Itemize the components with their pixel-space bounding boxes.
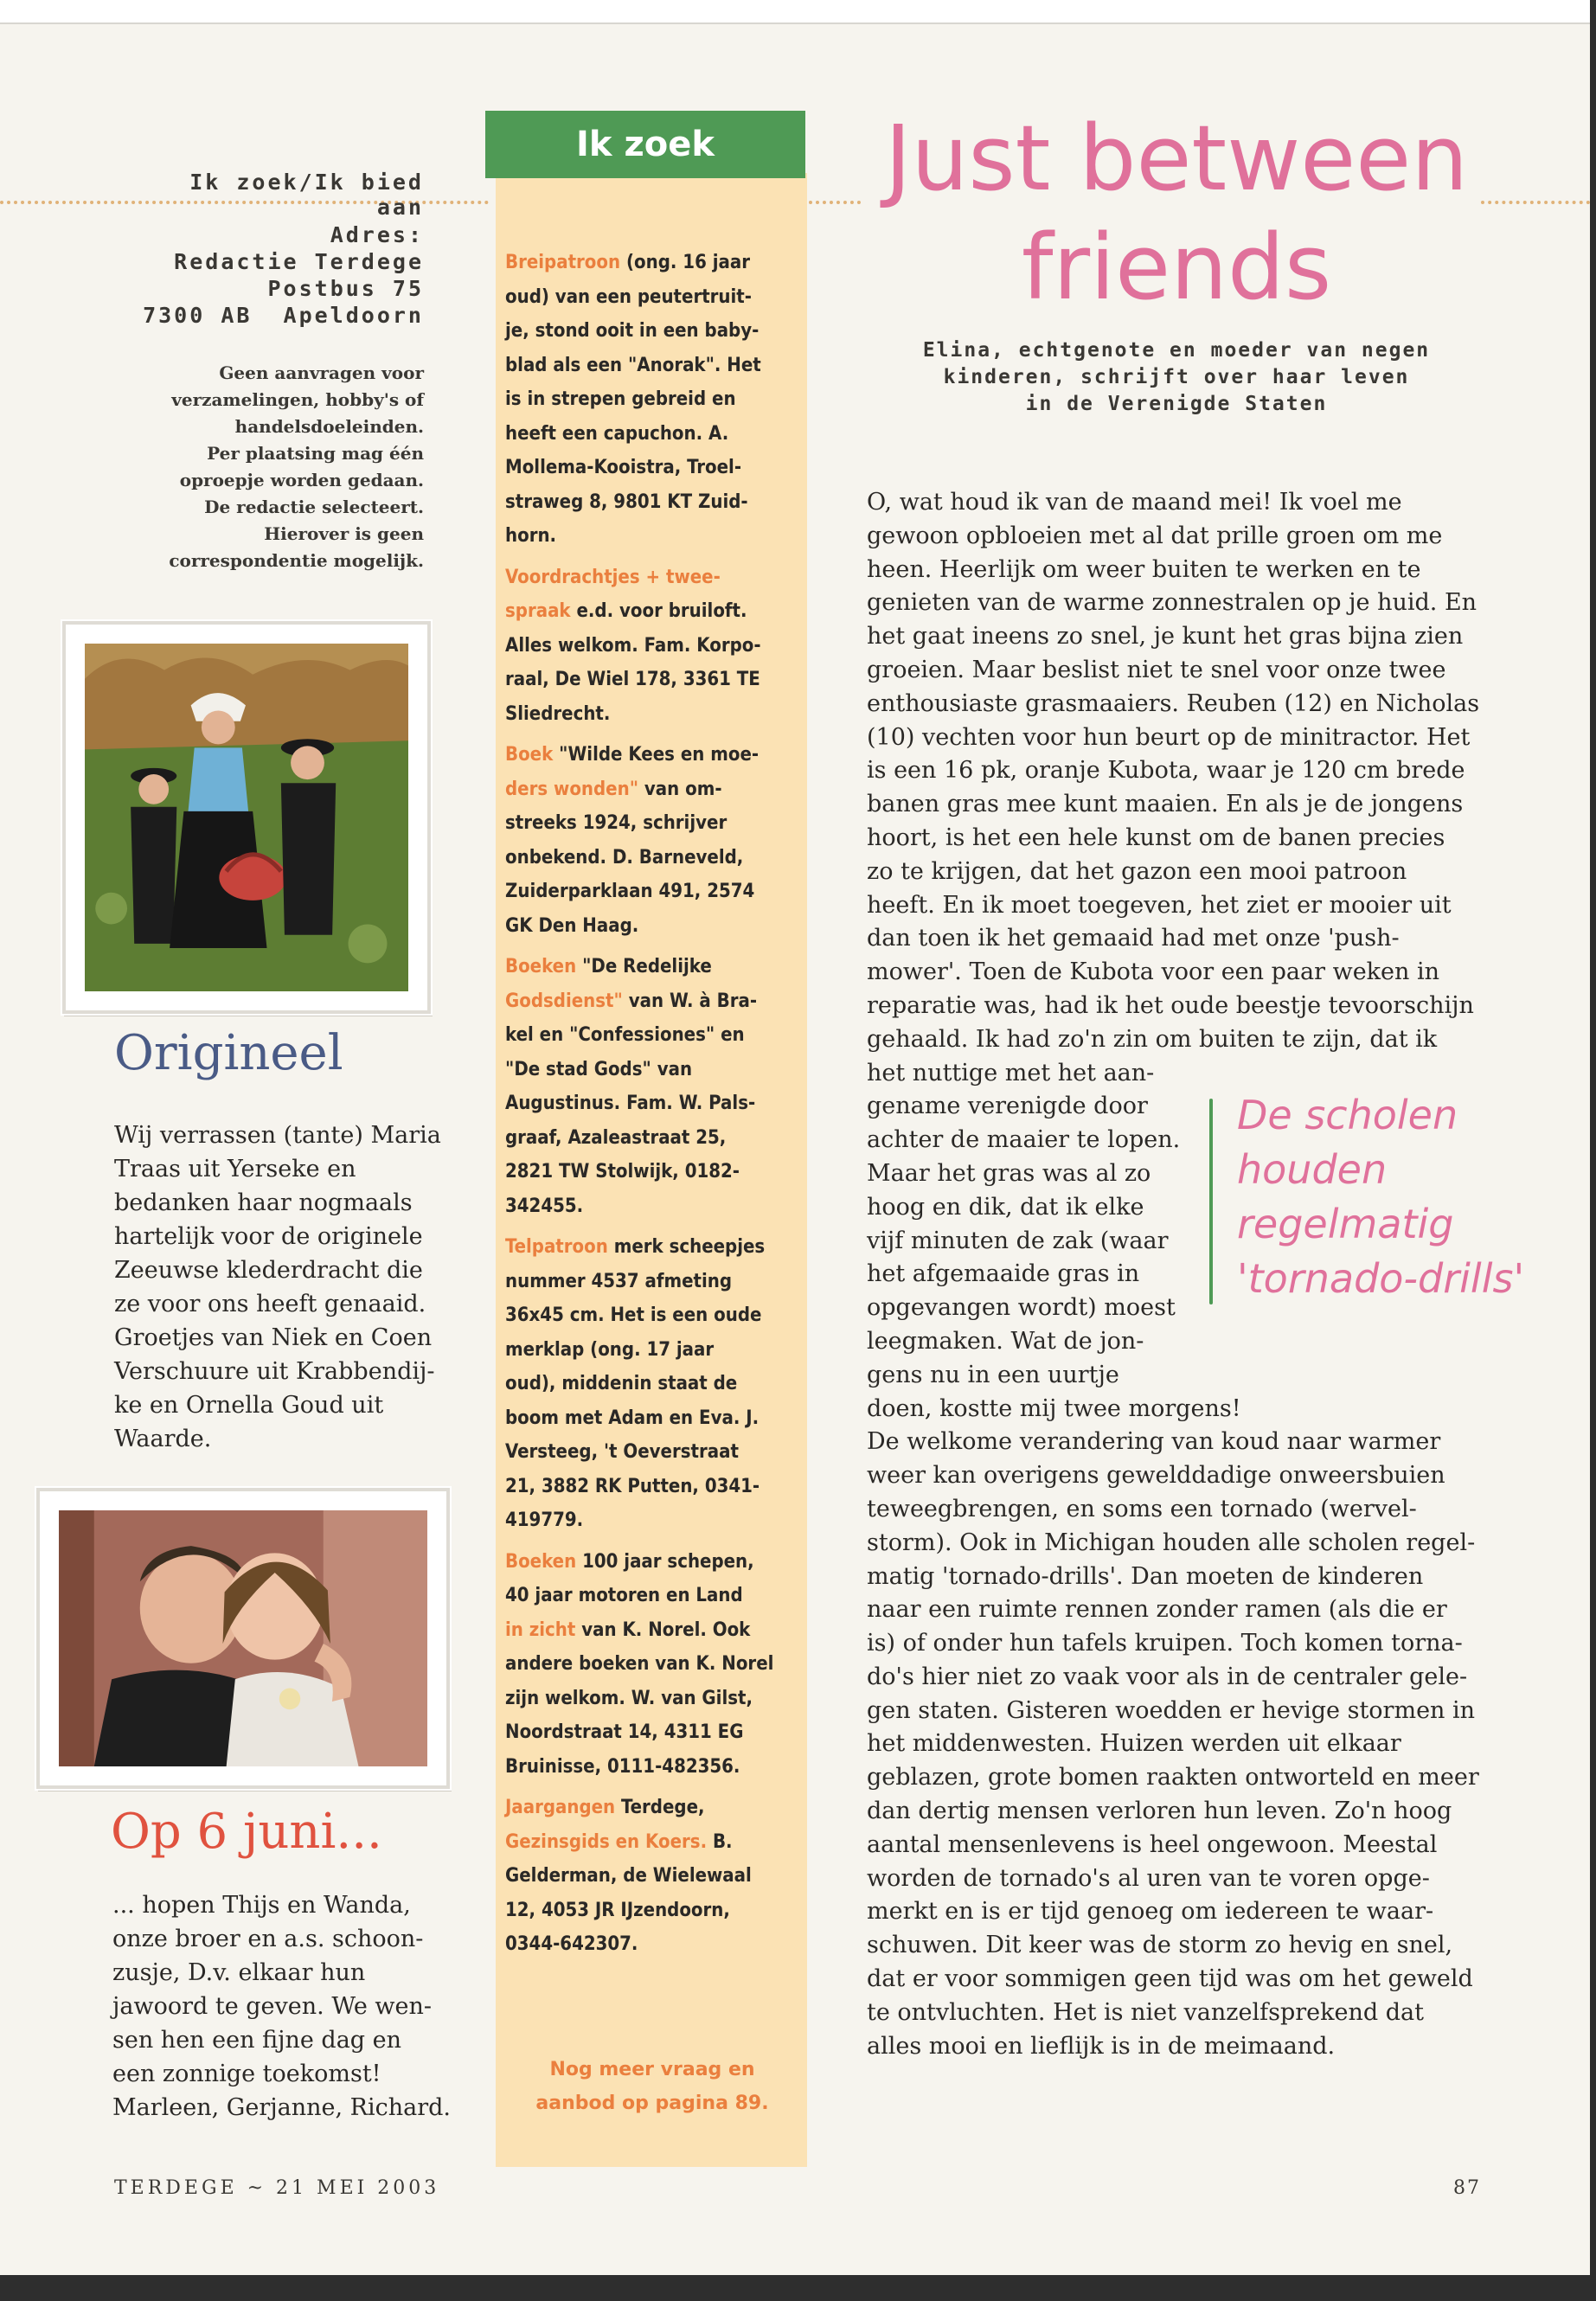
ad-item <box>505 738 799 943</box>
article-line: leegmaken. Wat de jon- <box>867 1327 1144 1355</box>
address-line: Redactie Terdege <box>174 249 424 274</box>
article-line: is) of onder hun tafels kruipen. Toch komen torna- <box>867 1630 1463 1657</box>
ad-line: je, stond ooit in een baby- <box>505 320 760 342</box>
article-line: mower'. Toen de Kubota voor een paar weken in <box>867 958 1440 986</box>
origineel-message <box>114 1118 452 1456</box>
notice-line: Hierover is geen <box>264 523 424 544</box>
article-line: hoog en dik, dat ik elke <box>867 1193 1144 1221</box>
op6juni-heading: Op 6 juni... <box>111 1804 382 1860</box>
photo-children-costume-image <box>85 644 408 991</box>
photo-couple <box>36 1488 450 1789</box>
ad-line: heeft een capuchon. A. <box>505 422 729 445</box>
subtitle-line: kinderen, schrijft over haar leven <box>943 366 1410 388</box>
ad-highlight: Breipatroon <box>505 252 621 273</box>
article-line: gewoon opbloeien met al dat prille groen om me <box>867 522 1443 549</box>
pullquote-line: houden <box>1237 1146 1388 1193</box>
text-line: Nog meer vraag en <box>549 2059 755 2080</box>
article-line: dan toen ik het gemaaid had met onze 'push- <box>867 925 1400 952</box>
notice-line: verzamelingen, hobby's of <box>171 389 424 410</box>
ad-text: "Wilde Kees en moe- <box>559 744 760 766</box>
origineel-heading: Origineel <box>114 1025 343 1081</box>
ad-highlight: ders wonden" <box>505 778 639 800</box>
submission-notice <box>130 360 424 574</box>
text-line: hartelijk voor de originele <box>114 1223 423 1250</box>
article-line: vijf minuten de zak (waar <box>867 1227 1169 1254</box>
ad-highlight: Voordrachtjes + twee- <box>505 566 721 588</box>
ad-line: Sliedrecht. <box>505 702 611 725</box>
text-line: aanbod op pagina 89. <box>535 2093 769 2114</box>
ad-line: Zuiderparklaan 491, 2574 <box>505 881 755 902</box>
pullquote-line: regelmatig <box>1237 1201 1454 1247</box>
article-line: hoort, is het een hele kunst om de banen precies <box>867 824 1445 851</box>
ad-line: GK Den Haag. <box>505 914 639 937</box>
ad-line: Gelderman, de Wielewaal <box>505 1865 752 1887</box>
article-line: alles mooi en lieflijk is in de meimaand. <box>867 2032 1336 2060</box>
ad-line <box>505 950 799 984</box>
text-line: Verschuure uit Krabbendij- <box>114 1358 435 1385</box>
ad-line: horn. <box>505 525 557 547</box>
text-line: ke en Ornella Goud uit <box>114 1392 384 1419</box>
ad-item <box>505 1545 799 1785</box>
article-line: worden de tornado's al uren van te voren opge- <box>867 1864 1430 1892</box>
ad-line: Alles welkom. Fam. Korpo- <box>505 634 761 657</box>
ad-text: Terdege, <box>621 1797 705 1818</box>
article-line: opgevangen wordt) moest <box>867 1294 1176 1322</box>
ad-line: graaf, Azaleastraat 25, <box>505 1126 727 1149</box>
article-line: gename verenigde door <box>867 1093 1148 1120</box>
ad-highlight: Boeken <box>505 1550 583 1573</box>
ad-text: (ong. 16 jaar <box>620 252 750 273</box>
article-line: storm). Ook in Michigan houden alle scholen regel- <box>867 1529 1476 1556</box>
address-line: Postbus 75 <box>267 276 424 301</box>
ad-line: blad als een "Anorak". Het <box>505 354 761 376</box>
article-line: dan dertig mensen verloren hun leven. Zo'n hoog <box>867 1798 1452 1825</box>
ad-highlight: in zicht <box>505 1618 576 1641</box>
ad-text: van K. Norel. Ook <box>575 1618 751 1641</box>
article-line: De welkome verandering van koud naar warmer <box>867 1428 1441 1456</box>
notice-line: Geen aanvragen voor <box>219 362 424 383</box>
article-line: enthousiaste grasmaaiers. Reuben (12) en Nicholas <box>867 689 1480 717</box>
ad-line: Versteeg, 't Oeverstraat <box>505 1441 739 1463</box>
ad-line: zijn welkom. W. van Gilst, <box>505 1687 753 1709</box>
ad-item <box>505 561 799 732</box>
article-line: het afgemaaide gras in <box>867 1260 1140 1288</box>
article-line: teweegbrengen, en soms een tornado (wervel- <box>867 1495 1417 1522</box>
ad-text: merk scheepjes <box>607 1236 766 1258</box>
ad-line: 0344-642307. <box>505 1933 638 1955</box>
editorial-address <box>130 221 424 329</box>
ad-text: B. <box>707 1830 733 1853</box>
title-line: Just between <box>884 106 1469 211</box>
ad-highlight: Telpatroon <box>505 1236 608 1258</box>
ad-line: is in strepen gebreid en <box>505 388 736 410</box>
article-line: naar een ruimte rennen zonder ramen (als die er <box>867 1596 1447 1624</box>
article-line: genieten van de warme zonnestralen op je huid. En <box>867 589 1477 617</box>
ad-line: streeks 1924, schrijver <box>505 812 727 834</box>
page-number: 87 <box>1453 2177 1481 2199</box>
subtitle-line: Elina, echtgenote en moeder van negen <box>922 339 1431 362</box>
ad-line: "De stad Gods" van <box>505 1058 693 1080</box>
ad-line <box>505 1825 799 1860</box>
article-line: groeien. Maar beslist niet te snel voor onze twee <box>867 656 1446 683</box>
feature-title <box>865 104 1488 322</box>
ad-item <box>505 1791 799 1962</box>
ad-line <box>505 246 799 280</box>
text-line: sen hen een fijne dag en <box>112 2027 402 2054</box>
article-line: matig 'tornado-drills'. Dan moeten de kinderen <box>867 1562 1424 1590</box>
article-line: het gaat ineens zo snel, je kunt het gras bijna zien <box>867 623 1464 651</box>
text-line: zusje, D.v. elkaar hun <box>112 1959 366 1986</box>
ad-highlight: Jaargangen <box>505 1797 622 1818</box>
title-line: friends <box>1021 215 1332 320</box>
ad-highlight: Boeken <box>505 956 583 977</box>
article-line: aantal mensenlevens is heel ongewoon. Meestal <box>867 1830 1438 1858</box>
ad-line: boom met Adam en Eva. J. <box>505 1407 760 1429</box>
ad-item <box>505 950 799 1223</box>
ikzoek-ads-list <box>505 246 799 1969</box>
more-ads-note <box>505 2053 799 2120</box>
ad-text: "De Redelijke <box>582 956 712 977</box>
notice-line: De redactie selecteert. <box>204 497 424 517</box>
text-line: ze voor ons heeft genaaid. <box>114 1291 426 1317</box>
text-line: Zeeuwse klederdracht die <box>114 1257 423 1284</box>
ad-line: 419779. <box>505 1509 584 1531</box>
article-line: is een 16 pk, oranje Kubota, waar je 120 cm brede <box>867 757 1465 785</box>
address-line: 7300 AB Apeldoorn <box>143 303 424 328</box>
article-line: reparatie was, had ik het oude beestje tevoorschijn <box>867 991 1474 1019</box>
feature-subtitle <box>865 337 1488 418</box>
ad-line: oud) van een peutertruit- <box>505 285 752 308</box>
ad-line <box>505 984 799 1019</box>
pullquote-line: 'tornado-drills' <box>1237 1255 1525 1302</box>
text-line: ... hopen Thijs en Wanda, <box>112 1892 411 1919</box>
ad-line: 21, 3882 RK Putten, 0341- <box>505 1475 760 1497</box>
article-line: dat er voor sommigen geen tijd was om het geweld <box>867 1965 1473 1993</box>
op6juni-message <box>112 1888 458 2125</box>
article-line: gen staten. Gisteren woedden er hevige stormen in <box>867 1696 1476 1724</box>
subtitle-line: in de Verenigde Staten <box>1025 393 1328 415</box>
notice-line: handelsdoeleinden. <box>234 416 424 437</box>
section-label: Ik zoek/Ik bied aan <box>189 170 424 220</box>
ad-line <box>505 1791 799 1825</box>
ad-line: raal, De Wiel 178, 3361 TE <box>505 669 760 690</box>
ad-line: andere boeken van K. Norel <box>505 1653 774 1675</box>
ad-line: 2821 TW Stolwijk, 0182- <box>505 1161 740 1183</box>
notice-line: Per plaatsing mag één <box>207 443 424 464</box>
article-line: geblazen, grote bomen raakten ontworteld en meer <box>867 1764 1479 1791</box>
ad-line <box>505 1230 799 1265</box>
text-line: Groetjes van Niek en Coen <box>114 1324 433 1351</box>
article-line: het nuttige met het aan- <box>867 1059 1155 1086</box>
text-line: bedanken haar nogmaals <box>114 1189 413 1216</box>
pullquote-line: De scholen <box>1237 1092 1458 1138</box>
photo-traditional-dress <box>62 621 431 1014</box>
ad-line: kel en "Confessiones" en <box>505 1024 745 1046</box>
article-line: O, wat houd ik van de maand mei! Ik voel me <box>867 489 1402 516</box>
ad-line: 12, 4053 JR IJzendoorn, <box>505 1899 730 1921</box>
scan-border-bottom <box>0 2275 1596 2301</box>
article-line: merkt en is er tijd genoeg om iedereen te waar- <box>867 1898 1434 1926</box>
ad-highlight: Godsdienst" <box>505 990 623 1012</box>
ad-line: nummer 4537 afmeting <box>505 1270 733 1292</box>
article-line: heeft. En ik moet toegeven, het ziet er mooier uit <box>867 891 1452 919</box>
ad-line <box>505 1613 799 1648</box>
ad-line: straweg 8, 9801 KT Zuid- <box>505 490 748 513</box>
ad-highlight: spraak <box>505 600 571 622</box>
article-line: Maar het gras was al zo <box>867 1159 1151 1187</box>
scan-border-right <box>1590 0 1596 2301</box>
pullquote <box>1237 1088 1525 1306</box>
ad-line <box>505 772 799 807</box>
notice-line: correspondentie mogelijk. <box>169 550 424 571</box>
ikzoek-tab: Ik zoek <box>485 111 805 178</box>
pullquote-accent-bar <box>1209 1099 1213 1304</box>
scan-border-top <box>0 0 1596 24</box>
article-line: (10) vechten voor hun beurt op de minitractor. Het <box>867 723 1471 751</box>
ad-highlight: Gezinsgids en Koers. <box>505 1830 708 1853</box>
article-line: het middenwesten. Huizen werden uit elkaar <box>867 1730 1401 1758</box>
notice-line: oproepje worden gedaan. <box>179 470 424 490</box>
ad-line: Bruinisse, 0111-482356. <box>505 1755 740 1778</box>
ad-line: onbekend. D. Barneveld, <box>505 846 744 868</box>
article-line: zo te krijgen, dat het gazon een mooi patroon <box>867 857 1407 885</box>
ad-line: 40 jaar motoren en Land <box>505 1585 743 1606</box>
ad-text: van om- <box>638 778 722 800</box>
article-line: te ontvluchten. Het is niet vanzelfsprekend dat <box>867 1998 1424 2026</box>
ad-line: 36x45 cm. Het is een oude <box>505 1304 762 1326</box>
text-line: jawoord te geven. We wen- <box>112 1993 433 2020</box>
ad-line: Augustinus. Fam. W. Pals- <box>505 1093 756 1114</box>
article-line: do's hier niet zo vaak voor als in de centraler gele- <box>867 1663 1468 1690</box>
text-line: Wij verrassen (tante) Maria <box>114 1122 441 1149</box>
text-line: Traas uit Yerseke en <box>114 1156 356 1183</box>
article-line: schuwen. Dit keer was de storm zo hevig en snel, <box>867 1932 1453 1959</box>
ad-line: Noordstraat 14, 4311 EG <box>505 1721 744 1743</box>
header-dotted-rule-mid <box>809 201 861 204</box>
ad-line: Mollema-Kooistra, Troel- <box>505 457 742 478</box>
article-line: weer kan overigens gewelddadige onweersbuien <box>867 1462 1445 1490</box>
article-line: doen, kostte mij twee morgens! <box>867 1394 1241 1422</box>
text-line: onze broer en a.s. schoon- <box>112 1926 424 1952</box>
header-dotted-rule-right <box>1481 201 1590 204</box>
ad-line: merklap (ong. 17 jaar <box>505 1338 715 1361</box>
ad-text: e.d. voor bruiloft. <box>570 600 747 622</box>
ad-text: 100 jaar schepen, <box>582 1550 754 1573</box>
ad-line <box>505 738 799 772</box>
text-line: Marleen, Gerjanne, Richard. <box>112 2094 451 2121</box>
ad-line: 342455. <box>505 1195 584 1217</box>
photo-couple-image <box>59 1510 427 1766</box>
ad-highlight: Boek <box>505 744 560 766</box>
ad-line <box>505 594 799 629</box>
address-line: Adres: <box>330 222 424 247</box>
article-line: banen gras mee kunt maaien. En als je de jongens <box>867 791 1464 818</box>
ad-line: oud), middenin staat de <box>505 1373 738 1394</box>
article-line: heen. Heerlijk om weer buiten te werken en te <box>867 555 1421 583</box>
ad-line <box>505 561 799 595</box>
article-line: gehaald. Ik had zo'n zin om buiten te zijn, dat ik <box>867 1025 1438 1053</box>
ad-line <box>505 1545 799 1580</box>
text-line: Waarde. <box>114 1426 212 1452</box>
article-line: gens nu in een uurtje <box>867 1361 1119 1388</box>
ad-text: van W. à Bra- <box>622 990 758 1012</box>
article-line: achter de maaier te lopen. <box>867 1126 1181 1154</box>
text-line: een zonnige toekomst! <box>112 2061 381 2087</box>
ad-item <box>505 1230 799 1538</box>
footer-publication-date: TERDEGE ~ 21 MEI 2003 <box>114 2177 440 2199</box>
ad-item <box>505 246 799 554</box>
